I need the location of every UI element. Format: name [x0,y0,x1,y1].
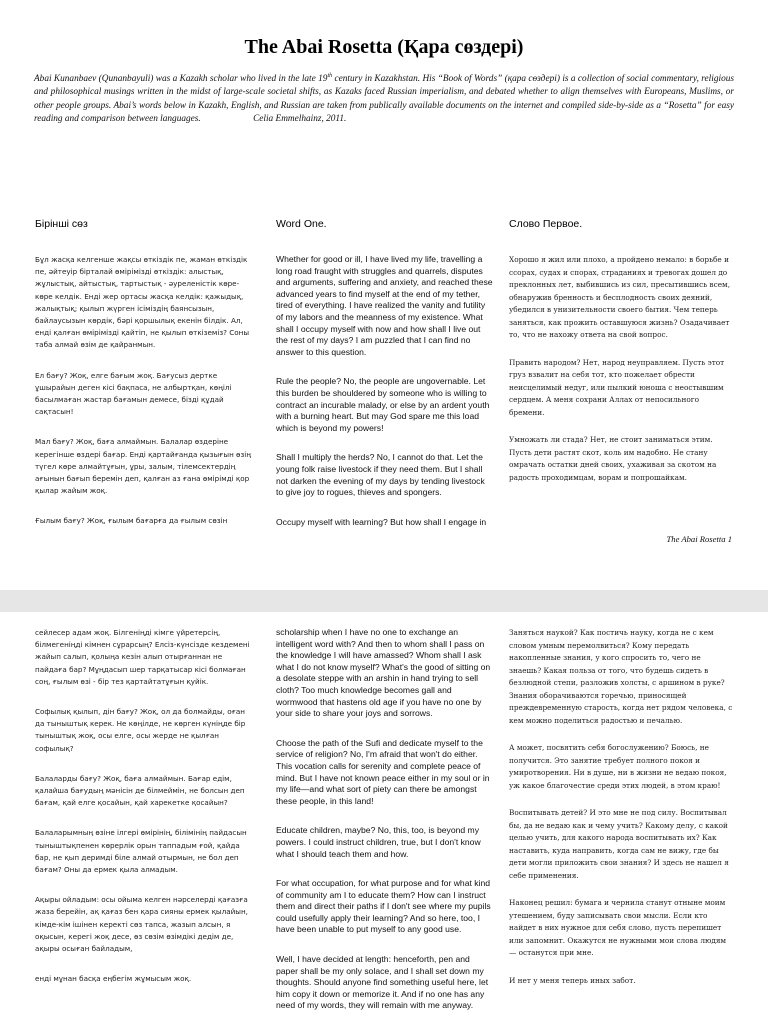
paragraph: scholarship when I have no one to exchange an intelligent word with? And then to whom shall I pass on the knowledge I will have amassed? Whom shall I ask what I do not know myself? What's the good of sitting on a desolate steppe with an arshin in hand trying to sell cloth? Too much knowledge becomes gall and wormwood that hastens old age if you have no one by your side to share your joys and sorrows. [276,627,491,719]
paragraph: Хорошо я жил или плохо, а пройдено немало: в борьбе и ссорах, судах и спорах, страданиях и тревогах дошел до преклонных лет, выбившись из сил, пресытившись всем, обнаружив бренность и бесплодность своих деяний, убедился в унизительности своего бытия. Чем теперь заняться, как прожить оставшуюся жизнь? Озадачивает то, что не нахожу ответа на свой вопрос. [509,255,731,339]
paragraph: Умножать ли стада? Нет, не стоит заниматься этим. Пусть дети растят скот, коль им надобно. Не стану омрачать остатки дней своих, ухаживая за скотом на радость проходимцам, ворам и попрошайкам. [509,435,717,482]
english-column [276,627,494,1024]
paragraph: Ғылым бағу? Жоқ, ғылым бағарға да ғылым сөзін [35,516,228,526]
kazakh-column [35,254,253,546]
paragraph: Мал бағу? Жоқ, баға алмаймын. Балалар өздеріне керегінше өздері бағар. Енді қартайғанда қызығын өзің түгел көре алмайтұғын, ұры, залым, тілемсектердің ағынын бағып беремін деп, қалған аз ғана өмірімді қор қылар жайым жоқ. [35,437,252,496]
paragraph: Балаларымның өзіне ілгері өмірінің, білімінің пайдасын тыныштықпенен көрерлік орын таппадым ғой, қайда бар, не қып деримді біле алмай отырмын, не бол деп бағам? Оны да ермек қыла алмадым. [35,828,247,875]
paragraph: Educate children, maybe? No, this, too, is beyond my powers. I could instruct children, true, but I don't know what I should teach them and how. [276,825,481,859]
kazakh-column-heading: Бірінші сөз [35,218,88,230]
paragraph: Well, I have decided at length: henceforth, pen and paper shall be my only solace, and I shall set down my thoughts. Should anyone find something useful here, let him copy it down or memorize it. And if no one has any need of my words, they will remain with me anyway. [276,954,489,1011]
paragraph: Ақыры ойладым: осы ойыма келген нәрселерді қағазға жаза берейін, ақ қағаз бен қара сияны ермек қылайын, кімде-кім ішінен керекті сөз тапса, жазып алсын, я оқысын, керегі жоқ десе, өз сөзім өзімдікі дедім де, ақыры осыған байладым, [35,895,248,954]
paragraph: Софылық қылып, дін бағу? Жоқ, ол да болмайды, оған да тыныштық керек. Не көңілде, не көрген күніңде бір тыныштық жоқ, осы елге, осы жерде не қылған софылық? [35,707,246,753]
russian-column [509,254,735,499]
russian-column-heading: Слово Первое. [509,218,583,230]
page-footer: The Abai Rosetta 1 [666,534,732,544]
paragraph: Occupy myself with learning? But how shall I engage in [276,516,487,527]
intro-superscript: th [327,73,333,79]
russian-column [509,627,735,1002]
paragraph: енді мұнан басқа еңбегім жұмысым жоқ. [35,974,192,984]
intro-signature: Celia Emmelhainz, 2011. [253,113,347,124]
document-title: The Abai Rosetta (Қара сөздері) [244,36,524,58]
paragraph: сейлесер адам жоқ. Білгеніңді кімге үйретерсің, білмегеніңді кімнен сұрарсың? Елсіз-күнсізде кездемені жайып салып, қолыңа кезін алып отырғаннан не пайдаға бар? Мұңдасып шер тарқатысар кісі болмаған соң, ғылым өзі - бір тез қартайтатұғын қуйік. [35,628,250,686]
paragraph: А может, посвятить себя богослужению? Боюсь, не получится. Это занятие требует полного покоя и умиротворения. Ни в душе, ни в жизни не ведаю покоя, уж какое благочестие среди этих людей, в этом краю! [509,743,727,790]
paragraph: Whether for good or ill, I have lived my life, travelling a long road fraught with struggles and quarrels, disputes and arguments, suffering and anxiety, and reached these advanced years to find myself at the end of my tether, tired of everything. I have realized the vanity and futility of my labors and the meanness of my existence. What shall I occupy myself with now and how shall I live out the rest of my days? I am puzzled that I can find no answer to this question. [276,254,493,357]
intro-text-continued: century in Kazakhstan. His “Book of Words” (қара сөздері) is a collection of social commentary, religious and philosophical musings written in the midst of large-scale societal shifts, as Kazaks faced Russian imperialism, and debated whether to align themselves with Europeans, Muslims, or other people groups. Abai’s words below in Kazakh, English, and Russian are taken from publically available documents on the internet and compiled side-by-side as a “Rosetta” for easy reading and comparison between languages. [34,74,734,124]
paragraph: Rule the people? No, the people are ungovernable. Let this burden be shouldered by someone who is willing to contract an incurable malady, or else by an ardent youth with a burning heart. But may God spare me this load which is beyond my powers! [276,376,490,433]
paragraph: И нет у меня теперь иных забот. [509,975,636,985]
paragraph: Заняться наукой? Как постичь науку, когда не с кем словом умным перемолвиться? Кому передать накопленные знания, у кого спросить то, чего не знаешь? Какая польза от того, что будешь сидеть в безлюдной степи, разложив холсты, с аршином в руке? Знания оборачиваются горечью, приносящей преждевременную старость, когда нет рядом человека, с кем можно поделиться радостью и печалью. [509,628,733,725]
paragraph: Балаларды бағу? Жоқ, баға алмаймын. Бағар едім, қалайша бағудың мәнісін де білмеймін, не болсын деп бағам, қай елге қосайын, қай харекетке қосайын? [35,773,245,808]
paragraph: Choose the path of the Sufi and dedicate myself to the service of religion? No, I'm afraid that won't do either. This vocation calls for serenity and complete peace of mind. But I have not known peace either in my soul or in my life—and what sort of piety can there be amongst these people, in this land! [276,737,490,806]
paragraph: Воспитывать детей? И это мне не под силу. Воспитывал бы, да не ведаю как и чему учить? Какому делу, с какой целью учить, для какого народа воспитывать их? Как наставить, куда направить, когда сам не вижу, где бы дети могли приложить свои знания? И здесь не нашел я себе применения. [509,808,729,880]
english-column-heading: Word One. [276,218,327,230]
english-column [276,254,494,546]
paragraph: Править народом? Нет, народ неуправляем. Пусть этот груз взвалит на себя тот, кто пожелает обрести неисцелимый недуг, или пылкий юноша с неостывшим сердцем. А меня сохрани Аллах от непосильного бремени. [509,357,725,417]
intro-paragraph [34,70,734,126]
document-page-2 [0,612,768,1024]
kazakh-column [35,627,253,1003]
paragraph: Бұл жасқа келгенше жақсы өткіздік пе, жаман өткіздік пе, әйтеуір бірталай өмірімізді өткіздік: алыстық, жұлыстық, айтыстық, тартыстық - әуреленістік көре-көре келдік. Енді жер ортасы жасқа келдік: қажыдық, жалықтық; қылып жүрген ісіміздің баянсызын, байлаусызын көрдік, бәрі қоршылық екенін білдік. Ал, енді қалған өмірімізді қайтіп, не қылып өткіземіз? Соны таба алмай өзім де қайранмын. [35,255,250,350]
paragraph: Наконец решил: бумага и чернила станут отныне моим утешением, буду записывать свои мысли. Если кто найдет в них нужное для себя слово, пусть перепишет или запомнит. Окажутся не нужными мои слова людям — останутся при мне. [509,898,727,957]
intro-text: Abai Kunanbaev (Qunanbayuli) was a Kazakh scholar who lived in the late 19 [34,74,328,85]
paragraph: For what occupation, for what purpose and for what kind of community am I to educate them? How can I instruct them and direct their paths if I don't see where my pupils could usefully apply their learning? And so here, too, I have been unable to put myself to any good use. [276,878,491,935]
paragraph: Ел бағу? Жоқ, елге бағым жоқ. Бағусыз дертке ұшырайын деген кісі бақпаса, не албыртқан, көңілі басылмаған жастар бағамын демесе, бізді құдай сақтасын! [35,370,232,417]
paragraph: Shall I multiply the herds? No, I cannot do that. Let the young folk raise livestock if they need them. But I shall not darken the evening of my days by tending livestock to give joy to rogues, thieves and spongers. [276,452,485,498]
